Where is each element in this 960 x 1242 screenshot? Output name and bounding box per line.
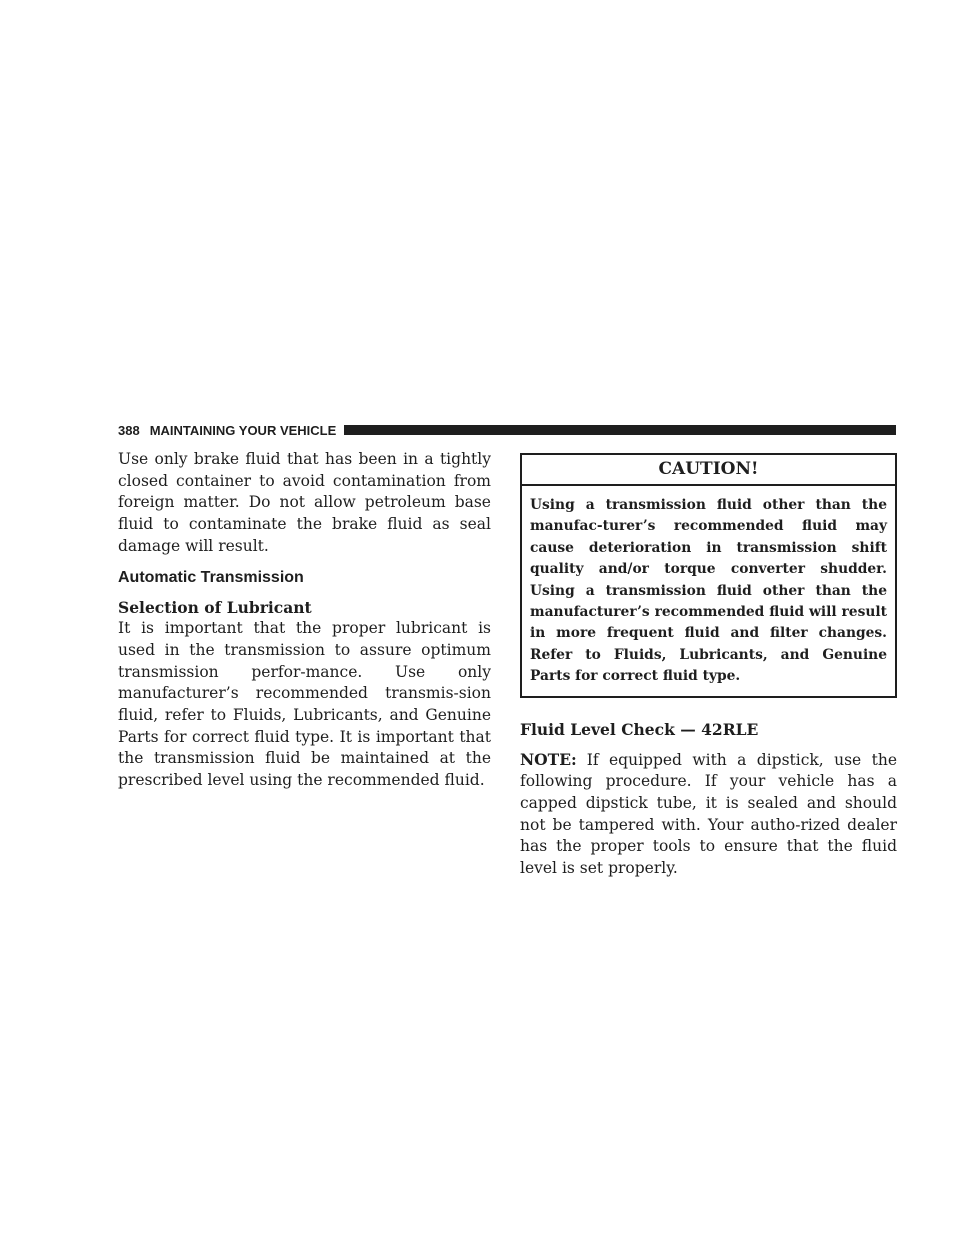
left-column xyxy=(118,449,491,792)
header-rule xyxy=(344,425,896,435)
section-title: MAINTAINING YOUR VEHICLE xyxy=(149,422,337,438)
caution-text: Using a transmission fluid other than the manufac-turer’s recommended fluid may cause deterioration in transmission shift quality and/or torque converter shudder. Using a transmission fluid other than the manufacturer’s recommended fluid will result in more frequent fluid and filter changes. Refer to Fluids, Lubricants, and Genuine Parts for correct fluid type. xyxy=(530,497,887,685)
note-paragraph xyxy=(520,749,897,880)
caution-box xyxy=(520,453,897,698)
selection-of-lubricant-heading: Selection of Lubricant xyxy=(118,597,312,617)
note-label: NOTE: xyxy=(520,749,577,769)
brake-fluid-paragraph: Use only brake fluid that has been in a tightly closed container to avoid contamination from foreign matter. Do not allow petroleum base fluid to contaminate the brake fluid as seal damage will result. xyxy=(118,450,491,555)
right-column xyxy=(520,453,897,880)
page-header xyxy=(118,422,896,438)
caution-title: CAUTION! xyxy=(522,455,895,486)
lubricant-paragraph: It is important that the proper lubricant is used in the transmission to assure optimum transmission perfor-mance. Use only manufacturer’s recommended transmis-sion fluid, refer to Fluids, Lubricants, and Genuine Parts for correct fluid type. It is important that the transmission fluid be maintained at the prescribed level using the recommended fluid. xyxy=(118,619,491,790)
page-number: 388 xyxy=(118,422,140,438)
note-text: If equipped with a dipstick, use the following procedure. If your vehicle has a capped dipstick tube, it is sealed and should not be tampered with. Your autho-rized dealer has the proper tools to ensure that the fluid level is set properly. xyxy=(520,750,897,878)
fluid-level-check-heading: Fluid Level Check — 42RLE xyxy=(520,719,759,739)
automatic-transmission-heading: Automatic Transmission xyxy=(118,568,304,586)
